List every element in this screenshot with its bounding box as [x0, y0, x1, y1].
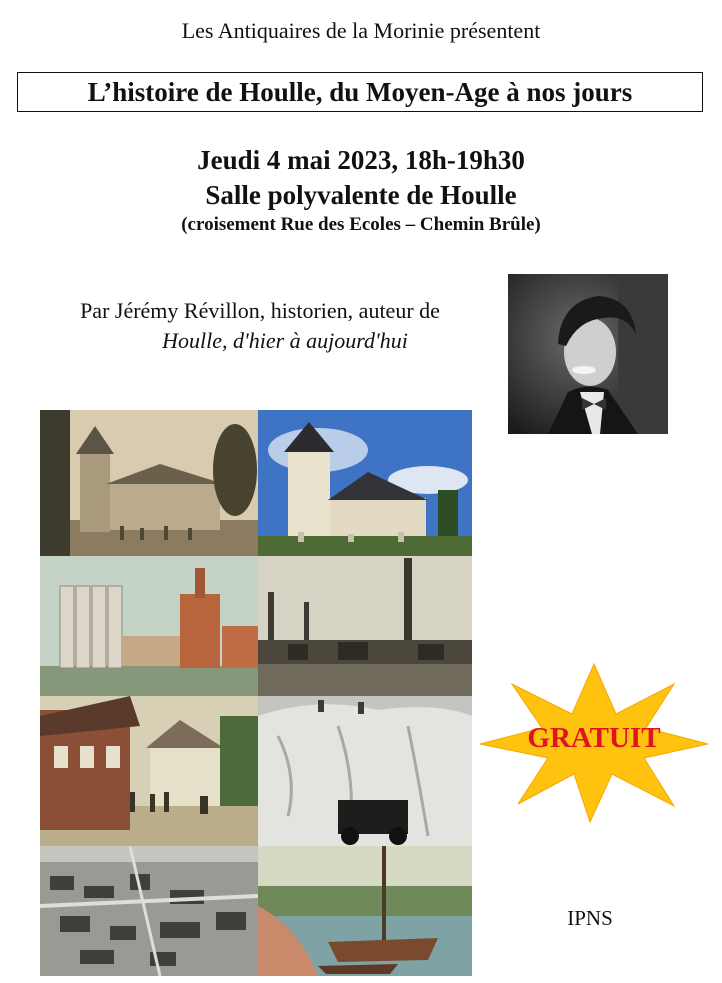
aerial-village-postcard — [40, 846, 258, 976]
church-modern-photo — [258, 410, 472, 556]
event-venue: Salle polyvalente de Houlle — [205, 180, 517, 210]
event-date-time: Jeudi 4 mai 2023, 18h-19h30 — [197, 145, 525, 175]
silos-postcard — [40, 556, 258, 696]
photo-collage — [40, 410, 472, 976]
village-street-postcard — [40, 696, 258, 846]
factory-chimneys-postcard — [258, 556, 472, 696]
old-church-postcard — [40, 410, 258, 556]
ipns-label: IPNS — [567, 906, 613, 930]
speaker-intro: Par Jérémy Révillon, historien, auteur de — [80, 298, 440, 323]
quarry-car-photo — [258, 696, 472, 846]
presenter-line: Les Antiquaires de la Morinie présentent — [181, 18, 541, 43]
gratuit-label: GRATUIT — [527, 722, 661, 754]
book-title: Houlle, d'hier à aujourd'hui — [162, 328, 408, 353]
event-title: L’histoire de Houlle, du Moyen-Age à nos jours — [17, 72, 703, 112]
canal-boats-postcard — [258, 846, 472, 976]
event-crossing: (croisement Rue des Ecoles – Chemin Brûle) — [181, 214, 541, 235]
speaker-portrait — [508, 274, 668, 434]
